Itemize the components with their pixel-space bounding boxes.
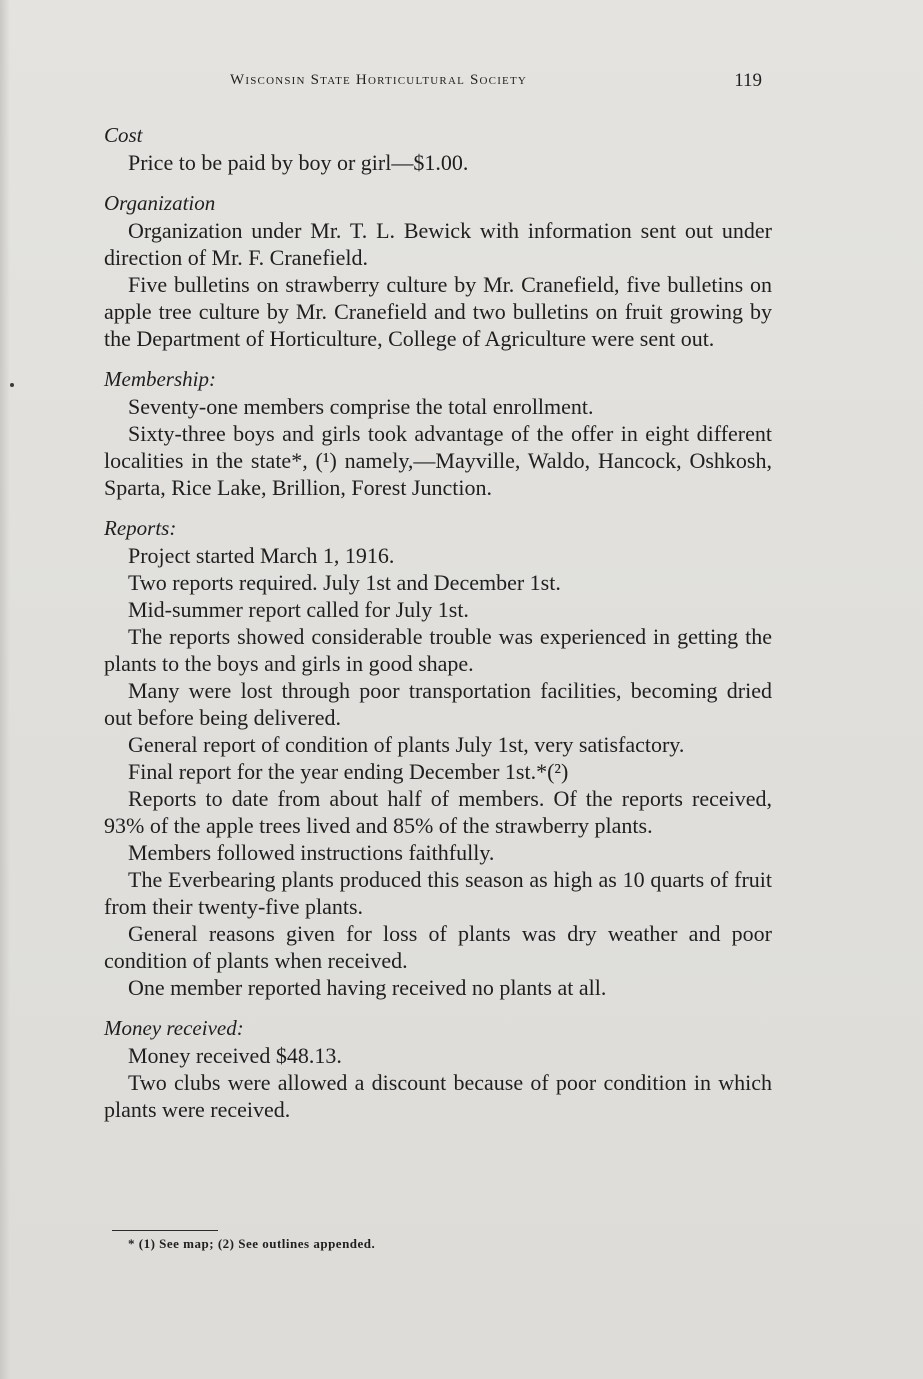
section-reports [104, 515, 772, 1001]
body-text [104, 122, 772, 1123]
running-head: Wisconsin State Horticultural Society [230, 72, 528, 88]
footnote-rule [112, 1230, 218, 1231]
section-cost [104, 122, 772, 176]
footnote: * (1) See map; (2) See outlines appended. [128, 1236, 376, 1251]
paragraph: The Everbearing plants produced this season as high as 10 quarts of fruit from their twenty-five plants. [104, 867, 772, 919]
section-heading: Cost [104, 123, 143, 147]
paragraph: Money received $48.13. [128, 1043, 342, 1068]
paragraph: Members followed instructions faithfully. [128, 840, 495, 865]
section-money-received [104, 1015, 772, 1123]
paragraph: Price to be paid by boy or girl—$1.00. [128, 150, 469, 175]
paragraph: Two clubs were allowed a discount because of poor condition in which plants were received. [104, 1070, 772, 1122]
section-heading: Membership: [104, 367, 216, 391]
ink-speck [10, 383, 14, 387]
page-header [230, 72, 770, 98]
section-organization [104, 190, 772, 352]
paragraph: One member reported having received no plants at all. [128, 975, 607, 1000]
spine-shadow [0, 0, 10, 1379]
paragraph: Mid-summer report called for July 1st. [128, 597, 469, 622]
section-membership [104, 366, 772, 501]
paragraph: Organization under Mr. T. L. Bewick with information sent out under direction of Mr. F. Cranefield. [104, 218, 772, 270]
page-number: 119 [734, 70, 762, 91]
paragraph: The reports showed considerable trouble was experienced in getting the plants to the boys and girls in good shape. [104, 624, 772, 676]
section-heading: Reports: [104, 516, 177, 540]
paragraph: Final report for the year ending December 1st.*(²) [128, 759, 569, 784]
paragraph: Reports to date from about half of members. Of the reports received, 93% of the apple trees lived and 85% of the strawberry plants. [104, 786, 772, 838]
paragraph: General report of condition of plants July 1st, very satisfactory. [128, 732, 685, 757]
paragraph: General reasons given for loss of plants was dry weather and poor condition of plants when received. [104, 921, 772, 973]
paragraph: Seventy-one members comprise the total enrollment. [128, 394, 594, 419]
paragraph: Many were lost through poor transportation facilities, becoming dried out before being delivered. [104, 678, 772, 730]
paragraph: Sixty-three boys and girls took advantage of the offer in eight different localities in the state*, (¹) namely,—Mayville, Waldo, Hancock, Oshkosh, Sparta, Rice Lake, Brillion, Forest Junction. [104, 421, 772, 500]
paragraph: Five bulletins on strawberry culture by Mr. Cranefield, five bulletins on apple tree culture by Mr. Cranefield and two bulletins on fruit growing by the Department of Horticulture, College of Agriculture were sent out. [104, 272, 772, 351]
paragraph: Two reports required. July 1st and December 1st. [128, 570, 561, 595]
paragraph: Project started March 1, 1916. [128, 543, 395, 568]
section-heading: Money received: [104, 1016, 244, 1040]
section-heading: Organization [104, 191, 216, 215]
